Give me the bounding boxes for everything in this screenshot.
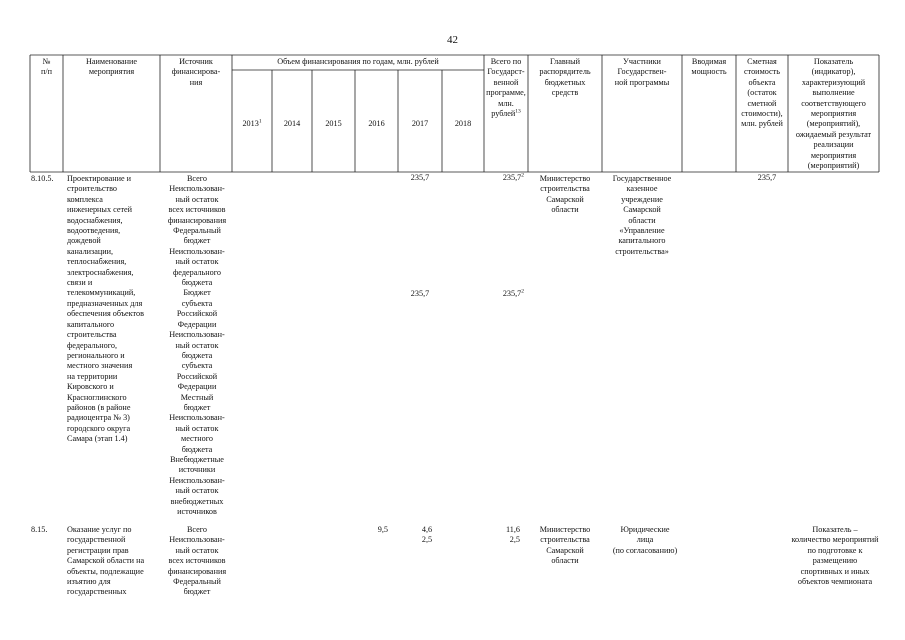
- header-capacity: Вводимая мощность: [691, 57, 727, 77]
- row-2-manager: Министерство строительства Самарской области: [539, 525, 591, 566]
- header-num: № п/п: [40, 57, 53, 77]
- row-1-participants: Государственное казенное учреждение Самарской области «Управление капитального строительства»: [612, 174, 672, 256]
- header-name: Наименование мероприятия: [85, 57, 137, 77]
- row-2-2017-remainder: 2,5: [421, 535, 433, 544]
- page-number: 42: [447, 34, 458, 46]
- header-manager: Главный распорядитель бюджетных средств: [539, 57, 591, 98]
- row-2-num: 8.15.: [31, 525, 48, 534]
- header-total-footnote: 13: [515, 108, 521, 115]
- header-year-2016: 2016: [368, 119, 385, 128]
- row-1-manager: Министерство строительства Самарской области: [539, 174, 591, 215]
- row-2-program-remainder: 2,5: [509, 535, 520, 544]
- row-2-program-total: 11,6: [505, 525, 520, 534]
- row-2-name: Оказание услуг по государственной регистрации прав Самарской области на объекты, подлежащие изъятию для государственных: [67, 525, 145, 597]
- header-year-2017: 2017: [411, 119, 429, 128]
- row-1-source: Всего Неиспользован- ный остаток всех источников финансирования Федеральный бюджет Неиспользован- ный остаток федерального бюджета Бюджет субъекта Российской Федерации Неиспользован- ный остаток бюджета субъекта Российской Федерации Местный бюджет Неиспользован- ный остаток местного бюджета Внебюджетные источники Неиспользован- ный остаток внебюджетных источников: [167, 174, 227, 516]
- row-2-source: Всего Неиспользован- ный остаток всех источников финансирования Федеральный бюджет: [167, 525, 227, 597]
- row-2-participants: Юридические лица (по согласованию): [612, 525, 678, 555]
- header-year-2013: [232, 119, 272, 129]
- header-year-2014: 2014: [283, 119, 301, 128]
- header-indicator: Показатель (индикатор), характеризующий выполнение соответствующего мероприятия (мероприятий), ожидаемый результат реализации мероприятия (мероприятий): [795, 57, 872, 171]
- row-1-num: 8.10.5.: [31, 174, 54, 183]
- header-year-2015: 2015: [325, 119, 342, 128]
- row-1-program-total-value: 235,7: [502, 173, 522, 182]
- row-1-program-total: [484, 173, 524, 183]
- year-footnote: 1: [258, 118, 262, 125]
- row-1-regional-footnote: 2: [521, 288, 524, 295]
- header-total: [484, 57, 528, 119]
- row-1-name: Проектирование и строительство комплекса инженерных сетей водоснабжения, водоотведения, дождевой канализации, теплоснабжения, электроснабжения, связи и телекоммуникаций, предназначенных для обеспечения объектов капитального строительства федерального, регионального и местного значения на территории Кировского и Красноглинского районов (в районе радиоцентра № 3) городского округа Самара (этап 1.4): [67, 174, 144, 444]
- row-2-indicator: Показатель – количество мероприятий по подготовке к размещению спортивных и иных объектов чемпионата: [791, 525, 879, 587]
- row-1-total-footnote: 2: [521, 172, 524, 179]
- header-volume: Объем финансирования по годам, млн. рублей: [277, 57, 439, 66]
- row-2-2017-total: 4,6: [421, 525, 433, 534]
- row-1-2017-total: 235,7: [410, 173, 430, 182]
- header-source: Источник финансирова- ния: [171, 57, 221, 87]
- row-1-2017-regional: 235,7: [410, 289, 430, 298]
- row-1-estimate: 235,7: [757, 173, 777, 182]
- header-estimate: Сметная стоимость объекта (остаток сметной стоимости), млн. рублей: [741, 57, 783, 129]
- header-total-text: Всего по Государст- венной программе, млн. рублей: [486, 57, 526, 119]
- row-1-program-regional: [484, 289, 524, 299]
- header-year-2018: 2018: [454, 119, 472, 128]
- header-participants: Участники Государствен- ной программы: [614, 57, 670, 87]
- row-2-2016-total: 9,5: [377, 525, 388, 534]
- year-label: 2013: [242, 119, 259, 128]
- row-1-program-regional-value: 235,7: [502, 289, 522, 298]
